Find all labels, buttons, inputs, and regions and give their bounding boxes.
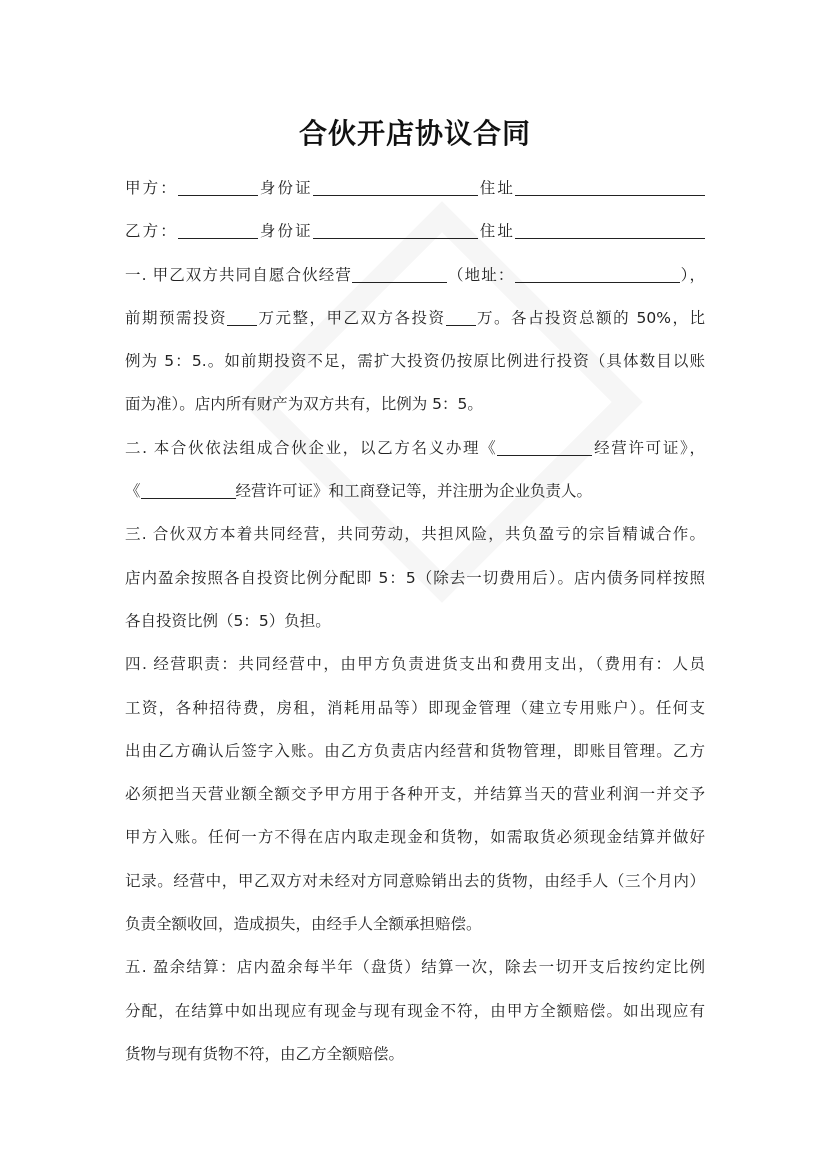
fill-in-blank — [497, 437, 592, 456]
line-text: 二. 本合伙依法组成合伙企业，以乙方名义办理《 — [125, 438, 498, 457]
document-line — [125, 910, 705, 953]
document-line — [125, 304, 705, 347]
line-text: 身份证 — [257, 222, 313, 241]
line-text: 经营许可证》， — [592, 438, 705, 457]
line-text: 一. 甲乙双方共同自愿合伙经营 — [125, 265, 352, 284]
document-line — [125, 1040, 705, 1083]
line-text: 各自投资比例（5：5）负担。 — [125, 611, 331, 630]
document-line — [125, 217, 705, 260]
document-line — [125, 780, 705, 823]
document-line — [125, 390, 705, 433]
line-text: 身份证 — [257, 179, 313, 197]
line-text: 出由乙方确认后签字入账。由乙方负责店内经营和货物管理，即账目管理。乙方 — [125, 741, 705, 760]
line-text: 住址 — [477, 222, 515, 241]
document-line — [125, 477, 705, 520]
fill-in-blank — [515, 264, 680, 283]
document-line — [125, 867, 705, 910]
line-text: 前期预需投资 — [125, 308, 228, 327]
line-text: 万元整，甲乙双方各投资 — [257, 308, 446, 327]
document-line — [125, 737, 705, 780]
line-text: 三. 合伙双方本着共同经营，共同劳动，共担风险，共负盈亏的宗旨精诚合作。 — [125, 525, 705, 544]
document-line — [125, 997, 705, 1040]
fill-in-blank — [515, 177, 705, 196]
fill-in-blank — [178, 177, 258, 196]
fill-in-blank — [352, 264, 447, 283]
line-text: 工资，各种招待费，房租，消耗用品等）即现金管理（建立专用账户）。任何支 — [125, 698, 705, 717]
fill-in-blank — [313, 220, 478, 239]
line-text: 店内盈余按照各自投资比例分配即 5：5（除去一切费用后）。店内债务同样按照 — [125, 568, 705, 587]
line-text: 五. 盈余结算：店内盈余每半年（盘货）结算一次，除去一切开支后按约定比例 — [125, 958, 705, 977]
document-line — [125, 520, 705, 563]
line-text: 例为 5：5.。如前期投资不足，需扩大投资仍按原比例进行投资（具体数目以账 — [125, 352, 705, 371]
document-line — [125, 434, 705, 477]
document-line — [125, 261, 705, 304]
line-text: 《 — [125, 482, 141, 501]
fill-in-blank — [227, 307, 257, 326]
document-line — [125, 694, 705, 737]
document-body — [125, 174, 705, 1083]
fill-in-blank — [515, 220, 705, 239]
fill-in-blank — [141, 480, 236, 499]
document-line — [125, 823, 705, 866]
document-line — [125, 174, 705, 217]
document-line — [125, 607, 705, 650]
document-line — [125, 347, 705, 390]
line-text: 记录。经营中，甲乙双方对未经对方同意赊销出去的货物，由经手人（三个月内） — [125, 871, 705, 890]
line-text: 负责全额收回，造成损失，由经手人全额承担赔偿。 — [125, 915, 482, 934]
line-text: 住址 — [477, 179, 515, 197]
line-text: 必须把当天营业额全额交予甲方用于各种开支，并结算当天的营业利润一并交予 — [125, 785, 705, 804]
line-text: （地址： — [446, 265, 515, 284]
fill-in-blank — [313, 177, 478, 196]
fill-in-blank — [446, 307, 476, 326]
document-line — [125, 953, 705, 996]
line-text: ）， — [679, 265, 705, 284]
line-text: 分配，在结算中如出现应有现金与现有现金不符，由甲方全额赔偿。如出现应有 — [125, 1001, 705, 1020]
line-text: 甲方： — [125, 179, 178, 197]
line-text: 乙方： — [125, 222, 178, 241]
document-title: 合伙开店协议合同 — [298, 117, 531, 150]
line-text: 经营许可证》和工商登记等，并注册为企业负责人。 — [235, 482, 593, 501]
line-text: 万。各占投资总额的 50%，比 — [475, 308, 705, 327]
document-line — [125, 564, 705, 607]
line-text: 甲方入账。任何一方不得在店内取走现金和货物，如需取货必须现金结算并做好 — [125, 828, 705, 847]
line-text: 面为准）。店内所有财产为双方共有，比例为 5：5。 — [125, 395, 483, 414]
document-line — [125, 650, 705, 693]
fill-in-blank — [178, 220, 258, 239]
line-text: 货物与现有货物不符，由乙方全额赔偿。 — [125, 1044, 405, 1063]
line-text: 四. 经营职责：共同经营中，由甲方负责进货支出和费用支出，（费用有：人员 — [125, 655, 705, 674]
